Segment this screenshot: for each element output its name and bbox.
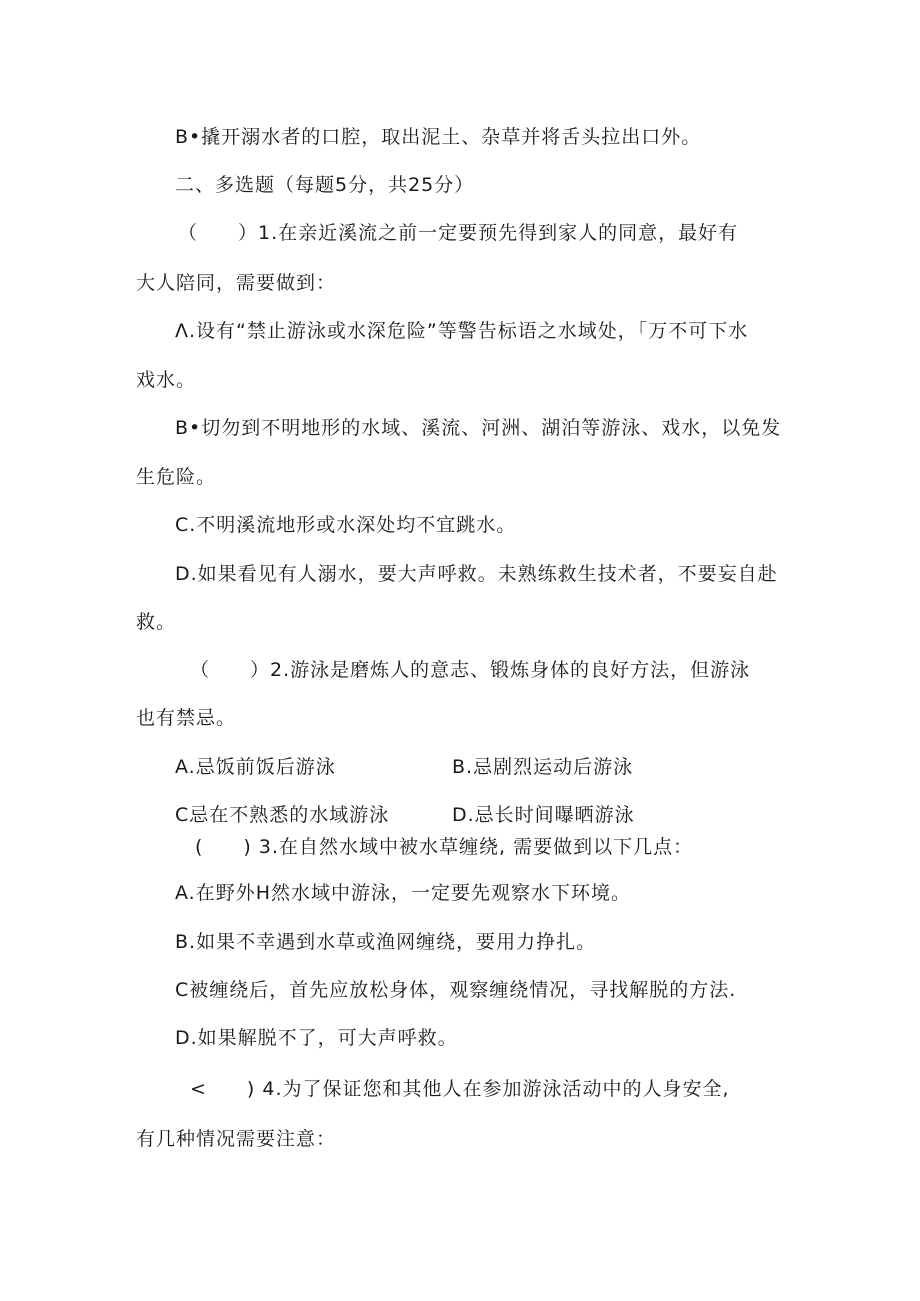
section-heading: 二、多选题（每题5分，共25分） — [175, 174, 475, 196]
q2-option-b: B.忌剧烈运动后游泳 — [452, 756, 634, 778]
q3-option-a: A.在野外H然水域中游泳，一定要先观察水下环境。 — [175, 882, 631, 904]
q3-option-b: B.如果不幸遇到水草或渔网缠绕，要用力挣扎。 — [175, 931, 597, 953]
question-2-stem-cont: 也有禁忌。 — [136, 707, 237, 729]
q1-option-c: C.不明溪流地形或水深处均不宜跳水。 — [175, 514, 517, 536]
question-4-stem-cont: 有几种情况需要注意： — [136, 1128, 337, 1150]
q1-option-a: Λ.设有“禁止游泳或水深危险”等警告标语之水域处，「万不可下水 — [175, 320, 749, 342]
q3-option-c: C被缠绕后，首先应放松身体，观察缠绕情况，寻找解脱的方法. — [175, 979, 737, 1001]
q1-option-d: D.如果看见有人溺水，要大声呼救。未熟练救生技术者，不要妄自赴 — [175, 563, 778, 585]
q3-option-d: D.如果解脱不了，可大声呼救。 — [175, 1027, 458, 1049]
text-line: B•撬开溺水者的口腔，取出泥土、杂草并将舌头拉出口外。 — [175, 126, 702, 148]
q2-option-a: A.忌饭前饭后游泳 — [175, 756, 336, 778]
q1-option-d-cont: 救。 — [136, 611, 177, 633]
q2-option-d: D.忌长时间曝晒游泳 — [452, 804, 635, 826]
question-3-stem: ( ) 3.在自然水域中被水草缠绕, 需要做到以下几点： — [195, 836, 694, 858]
question-4-stem: < ) 4.为了保证您和其他人在参加游泳活动中的人身安全, — [190, 1078, 730, 1100]
question-2-stem: （ ）2.游泳是磨炼人的意志、锻炼身体的良好方法，但游泳 — [190, 659, 751, 681]
q1-option-a-cont: 戏水。 — [136, 369, 197, 391]
q1-option-b: B•切勿到不明地形的水域、溪流、河洲、湖泊等游泳、戏水，以免发 — [175, 417, 782, 439]
q2-option-c: C忌在不熟悉的水域游泳 — [175, 804, 390, 826]
question-1-stem: （ ）1.在亲近溪流之前一定要预先得到家人的同意，最好有 — [178, 222, 739, 244]
q1-option-b-cont: 生危险。 — [136, 466, 217, 488]
question-1-stem-cont: 大人陪同，需要做到： — [136, 272, 337, 294]
